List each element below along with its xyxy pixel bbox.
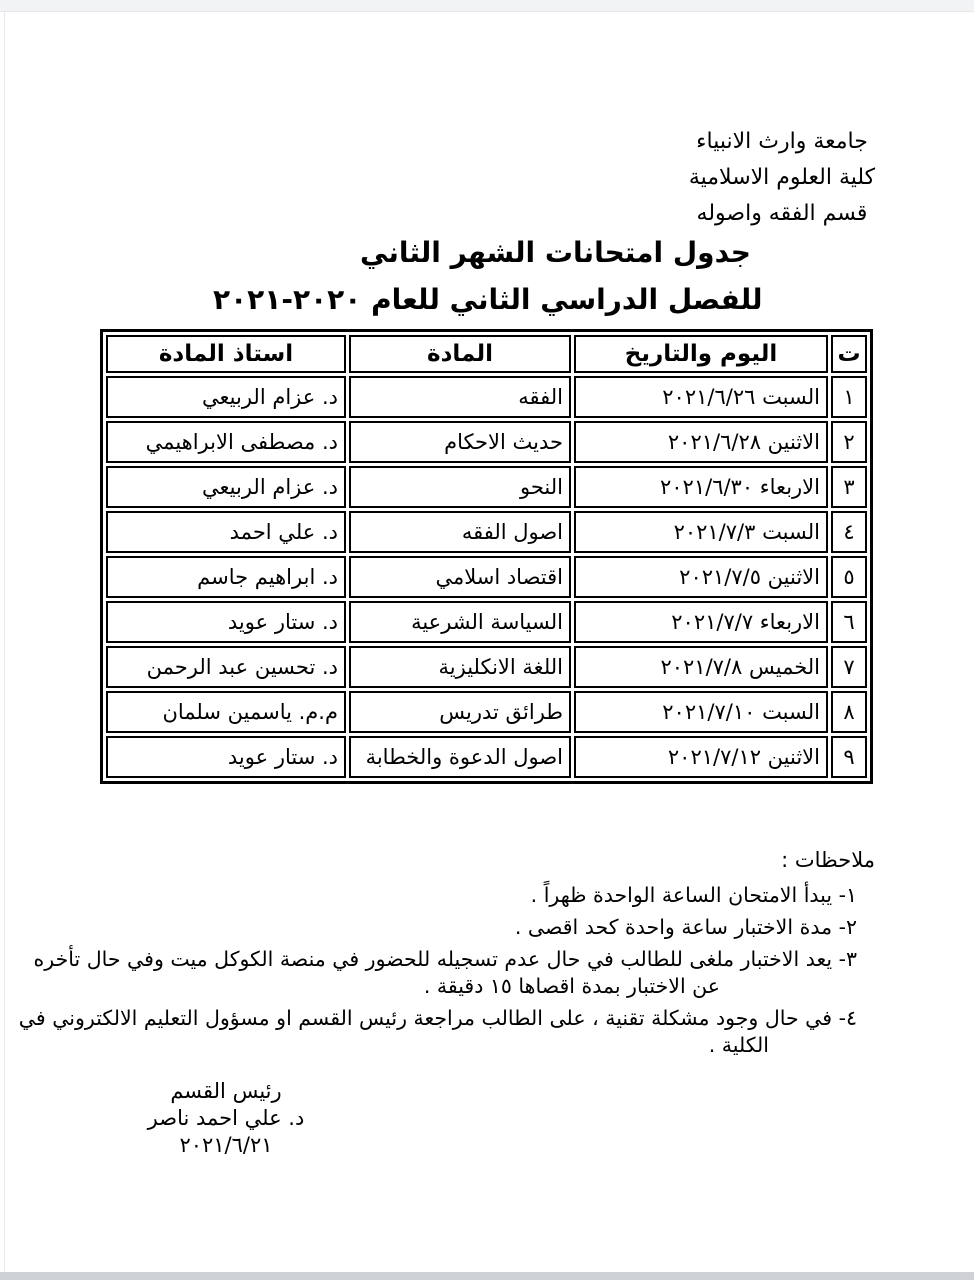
cell-professor: م.م. ياسمين سلمان <box>106 691 346 733</box>
cell-day-date: السبت ٢٠٢١/٦/٢٦ <box>574 376 828 418</box>
signature-name: د. علي احمد ناصر <box>147 1106 305 1130</box>
table-row <box>106 601 867 643</box>
note-item <box>112 882 857 909</box>
cell-professor: د. تحسين عبد الرحمن <box>106 646 346 688</box>
cell-subject: الفقه <box>349 376 571 418</box>
table-row <box>106 646 867 688</box>
cell-number: ١ <box>831 376 867 418</box>
column-header-professor: استاذ المادة <box>106 335 346 373</box>
table-row <box>106 556 867 598</box>
bottom-margin-band <box>0 1272 974 1280</box>
note-item <box>18 1005 857 1059</box>
cell-professor: د. علي احمد <box>106 511 346 553</box>
college-name: كلية العلوم الاسلامية <box>688 165 876 190</box>
column-header-subject: المادة <box>349 335 571 373</box>
signature-date: ٢٠٢١/٦/٢١ <box>179 1133 273 1157</box>
table-row <box>106 691 867 733</box>
note-item <box>112 914 857 941</box>
top-margin-band <box>0 0 974 12</box>
cell-number: ٧ <box>831 646 867 688</box>
cell-professor: د. عزام الربيعي <box>106 466 346 508</box>
cell-number: ٨ <box>831 691 867 733</box>
note-line-continuation: عن الاختبار بمدة اقصاها ١٥ دقيقة . <box>423 974 720 998</box>
note-line: ٤- في حال وجود مشكلة تقنية ، على الطالب مراجعة رئيس القسم او مسؤول التعليم الالكتروني في <box>18 1006 857 1030</box>
left-edge-line <box>4 12 5 1272</box>
note-line: ١- يبدأ الامتحان الساعة الواحدة ظهراً . <box>530 883 857 907</box>
schedule-title: جدول امتحانات الشهر الثاني <box>360 236 751 269</box>
cell-professor: د. مصطفى الابراهيمي <box>106 421 346 463</box>
cell-day-date: السبت ٢٠٢١/٧/١٠ <box>574 691 828 733</box>
signature-block <box>120 1078 332 1159</box>
cell-day-date: الاثنين ٢٠٢١/٧/١٢ <box>574 736 828 778</box>
cell-day-date: الاربعاء ٢٠٢١/٧/٧ <box>574 601 828 643</box>
signature-title: رئيس القسم <box>170 1079 282 1103</box>
cell-professor: د. ستار عويد <box>106 736 346 778</box>
cell-subject: اصول الفقه <box>349 511 571 553</box>
cell-number: ٦ <box>831 601 867 643</box>
table-row <box>106 376 867 418</box>
cell-day-date: الخميس ٢٠٢١/٧/٨ <box>574 646 828 688</box>
cell-subject: السياسة الشرعية <box>349 601 571 643</box>
cell-day-date: الاثنين ٢٠٢١/٦/٢٨ <box>574 421 828 463</box>
cell-subject: النحو <box>349 466 571 508</box>
cell-number: ٤ <box>831 511 867 553</box>
university-name: جامعة وارث الانبياء <box>696 129 868 154</box>
table-row <box>106 421 867 463</box>
cell-day-date: الاربعاء ٢٠٢١/٦/٣٠ <box>574 466 828 508</box>
cell-number: ٥ <box>831 556 867 598</box>
institution-block <box>652 124 912 232</box>
table-row <box>106 511 867 553</box>
table-row <box>106 736 867 778</box>
cell-number: ٩ <box>831 736 867 778</box>
exam-schedule-table <box>100 329 873 784</box>
cell-number: ٢ <box>831 421 867 463</box>
cell-subject: اللغة الانكليزية <box>349 646 571 688</box>
table-header-row <box>106 335 867 373</box>
cell-day-date: السبت ٢٠٢١/٧/٣ <box>574 511 828 553</box>
cell-subject: حديث الاحكام <box>349 421 571 463</box>
notes-list <box>18 882 857 1064</box>
table-row <box>106 466 867 508</box>
note-item <box>33 946 857 1000</box>
note-line: ٣- يعد الاختبار ملغى للطالب في حال عدم تسجيله للحضور في منصة الكوكل ميت وفي حال تأخره <box>33 947 857 971</box>
cell-professor: د. ستار عويد <box>106 601 346 643</box>
notes-heading: ملاحظات : <box>781 848 875 872</box>
cell-subject: طرائق تدريس <box>349 691 571 733</box>
column-header-day-date: اليوم والتاريخ <box>574 335 828 373</box>
cell-day-date: الاثنين ٢٠٢١/٧/٥ <box>574 556 828 598</box>
cell-subject: اصول الدعوة والخطابة <box>349 736 571 778</box>
schedule-subtitle: للفصل الدراسي الثاني للعام ٢٠٢٠-٢٠٢١ <box>213 283 763 316</box>
department-name: قسم الفقه واصوله <box>696 201 868 226</box>
cell-professor: د. ابراهيم جاسم <box>106 556 346 598</box>
column-header-number: ت <box>831 335 867 373</box>
cell-number: ٣ <box>831 466 867 508</box>
cell-subject: اقتصاد اسلامي <box>349 556 571 598</box>
cell-professor: د. عزام الربيعي <box>106 376 346 418</box>
note-line: ٢- مدة الاختبار ساعة واحدة كحد اقصى . <box>514 915 857 939</box>
note-line-continuation: الكلية . <box>708 1033 769 1057</box>
